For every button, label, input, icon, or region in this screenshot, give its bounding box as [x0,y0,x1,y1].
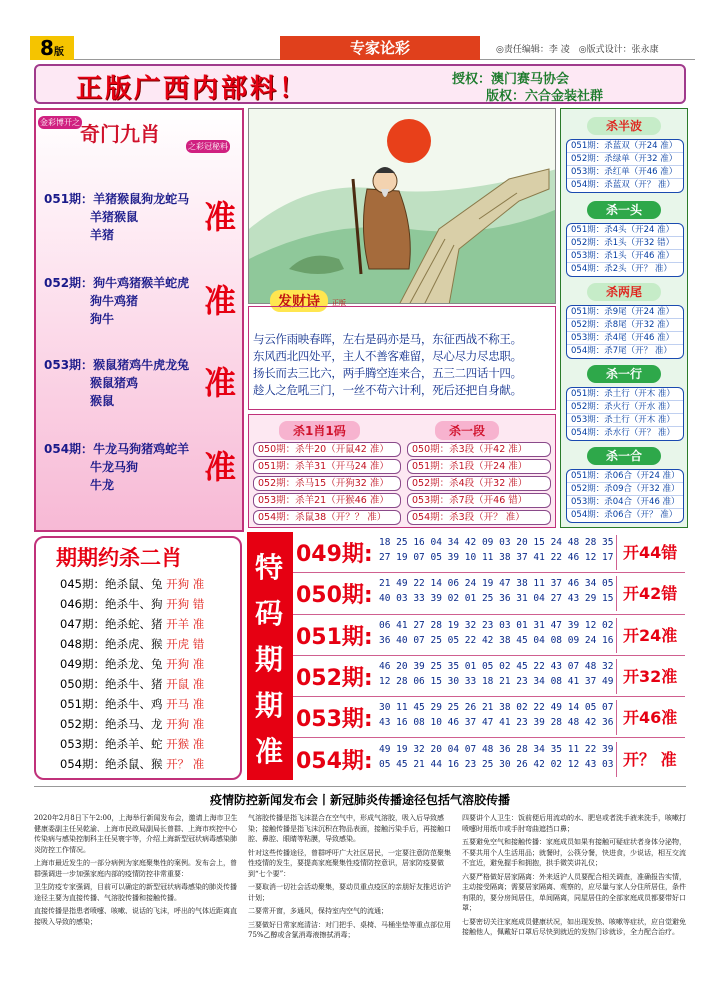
poem-panel [248,306,556,410]
group-row: 052期：杀8尾（开32 准） [567,319,683,332]
group-row: 053期：杀红单（开46 准） [567,166,683,179]
tema-row [293,697,685,738]
news-paragraph: 一要取消一切社会活动聚集，要动员重点疫区的亲朋好友推迟访沪计划； [248,883,451,902]
news-column-2 [248,813,452,944]
qimen-mark: 准 [204,282,237,320]
group-list [566,139,684,193]
erxiao-row [60,716,204,732]
qimen-line: 牛龙马狗猪鸡蛇羊 [93,442,190,456]
poem-line: 扬长而去三比六，两手腾空连来合，五三二四话十四。 [253,366,522,380]
tema-numbers [379,576,617,611]
qimen-tag-left: 金彩博开之 [40,118,80,127]
erxiao-title: 期期约杀二肖 [56,545,182,570]
group-title: 杀半波 [587,117,661,135]
group-title: 杀一行 [587,365,661,383]
news-paragraph: 二要常开窗，多通风，保持室内空气的流通； [248,907,388,915]
erxiao-period: 048期：绝杀虎、猴 [60,637,163,651]
qimen-line: 猴鼠猪鸡 [90,376,139,390]
erxiao-result: 开狗 准 [166,657,205,671]
tema-result: 开46准 [623,708,678,728]
banner-title: 正版广西内部料！ [76,74,309,104]
erxiao-result: 开羊 准 [166,617,205,631]
news-section [34,786,686,1000]
poem-tag-small: 正版 [332,299,346,307]
tema-numbers-line: 30 11 45 29 25 26 21 38 02 22 49 14 05 07 [379,702,614,714]
erxiao-result: 开？ 准 [166,757,205,771]
qimen-period: 051期： [44,192,94,206]
tema-result: 开24准 [623,625,678,645]
qimen-line: 羊猪猴鼠狗龙蛇马 [93,192,190,206]
erxiao-result: 开狗 错 [166,597,205,611]
news-paragraph: 卫生防疫专家强调，目前可以确定的新型冠状病毒感染的肺炎传播途径主要为直接传播、气溶胶传播和接触传播。 [34,883,237,902]
erxiao-row [60,676,204,692]
erxiao-row [60,696,204,712]
tema-period: 051期: [296,624,373,650]
qimen-panel [34,108,244,532]
tema-numbers-line: 36 40 07 25 05 22 42 38 45 04 08 09 24 16 [379,634,614,646]
tema-numbers [379,535,617,570]
tema-period: 053期: [296,707,373,733]
kill-left-title: 杀1肖1码 [279,421,360,440]
news-paragraph: 四要讲个人卫生：饭前便后用流动的水、肥皂或者洗手液来洗手，咳嗽打喷嚏时用纸巾或手肘弯曲遮挡口鼻； [462,814,686,833]
tema-period: 054期: [296,748,373,774]
erxiao-row [60,616,204,632]
group-row: 054期：杀7尾（开？ 准） [571,346,672,356]
qimen-line: 羊猪 [90,228,115,242]
editor-credits: ◎责任编辑：李 凌 ◎版式设计：张永康 [496,45,659,55]
tema-numbers-line: 06 41 27 28 19 32 23 03 01 31 47 39 12 02 [379,619,614,631]
qimen-period: 054期： [44,442,94,456]
tema-title-char: 期 [255,643,284,676]
news-paragraph: 气溶胶传播是指飞沫混合在空气中，形成气溶胶，吸入后导致感染；接触传播是指飞沫沉积在物品表面，接触污染手后，再接触口腔、鼻腔、眼睛等粘膜，导致感染。 [248,814,451,843]
tema-row [293,656,685,697]
tema-numbers [379,618,617,653]
qimen-line: 猴鼠 [90,394,115,408]
news-paragraph: 上海市最近发生的一部分病例为家庭聚集性的案例。发布会上，曾群强调进一步加强家庭内部的疫情防控非常重要： [34,859,237,878]
poem-tag: 发财诗 [270,290,328,312]
group-row: 054期：杀2头（开？ 准） [571,264,672,274]
tema-numbers-line: 27 19 07 05 39 10 11 38 37 41 22 46 12 17 [379,552,614,563]
erxiao-result: 开鼠 准 [166,677,205,691]
tema-numbers-line: 05 45 21 44 16 23 25 30 26 42 02 12 43 03 [379,758,614,770]
right-kill-panel [560,108,688,528]
group-row: 053期：杀04合（开46 准） [567,496,683,509]
group-row: 051期：杀9尾（开24 准） [567,306,683,319]
erxiao-period: 051期：绝杀牛、鸡 [60,697,163,711]
erxiao-result: 开马 准 [166,697,205,711]
news-paragraph: 针对这些传播途径，曾群呼吁广大社区居民，一定要注意防范聚集性疫情的发生，要提高家庭聚集性疫情防控意识，居家防疫要做到“七个要”： [248,848,451,878]
qimen-line: 猴鼠猪鸡牛虎龙兔 [93,358,190,372]
erxiao-row [60,656,204,672]
group-row: 051期：杀蓝双（开24 准） [567,140,683,153]
erxiao-row [60,636,204,652]
tema-numbers-line: 12 28 06 15 30 33 18 21 23 34 08 41 37 49 [379,675,614,687]
erxiao-result: 开虎 错 [166,637,205,651]
qimen-period: 052期： [44,276,94,290]
qimen-line: 狗牛鸡猪 [90,294,139,308]
tema-numbers [379,659,617,694]
erxiao-period: 053期：绝杀羊、蛇 [60,737,163,751]
tema-title-char: 特 [255,551,284,584]
group-list [566,223,684,277]
tema-result: 开32准 [623,666,678,686]
kill-right-row: 053期：杀7段（开46 错） [407,493,551,508]
group-row: 054期：杀06合（开？ 准） [571,510,678,520]
group-row: 053期：杀4尾（开46 准） [567,332,683,345]
kill-right-row: 052期：杀4段（开32 准） [407,476,551,491]
erxiao-row [60,576,204,592]
poem-line: 与云作雨映春晖，左右是码亦是马，东征西战不称王。 [253,332,522,346]
group-row: 054期：杀水行（开？ 准） [571,428,675,438]
erxiao-result: 开狗 准 [166,717,205,731]
tema-period: 052期: [296,665,373,691]
erxiao-period: 049期：绝杀龙、兔 [60,657,163,671]
group-row: 052期：杀火行（开水 准） [567,401,683,414]
qimen-tag-right: 之彩冠秘料 [188,142,228,151]
news-column-3 [462,813,686,941]
erxiao-row [60,596,204,612]
news-paragraph: 六要严格做好居家隔离：外来返沪人员要配合相关调查，准确报告实情，主动接受隔离；需要居家隔离、观察的，应尽量与家人分住所居住，条件有限的，要分房间居住，单间隔离，同屋居住的全部家庭成员都要带好口罩； [462,872,686,912]
group-title: 杀一合 [587,447,661,465]
page-header [30,36,695,60]
group-row: 053期：杀1头（开46 准） [567,250,683,263]
banner-authorization: 授权：澳门赛马协会 [452,72,570,87]
tema-title-char: 期 [255,689,284,722]
qimen-title: 奇门九肖 [80,122,160,146]
erxiao-period: 050期：绝杀牛、猪 [60,677,163,691]
qimen-mark: 准 [204,448,237,486]
erxiao-period: 052期：绝杀马、龙 [60,717,163,731]
group-list [566,387,684,441]
tema-result: 开44错 [623,543,678,562]
kill-right-title: 杀一段 [435,421,499,440]
tema-numbers-line: 49 19 32 20 04 07 48 36 28 34 35 11 22 39 [379,743,614,755]
news-paragraph: 三要做好日常家庭清洁：对门把手、桌椅、马桶坐垫等重点部位用75%乙醇或含氯消毒液擦拭消毒； [248,920,451,939]
kill-right-row: 050期：杀3段（开42 准） [407,442,551,457]
illustration [248,108,556,304]
group-row: 051期：杀土行（开木 准） [567,388,683,401]
kill-left-row: 054期：杀鼠38（开？？ 准） [253,510,401,525]
column-name: 专家论彩 [280,36,480,60]
kill-right-row: 051期：杀1段（开24 准） [407,459,551,474]
tema-result: 开？ 准 [623,749,677,769]
group-row: 052期：杀绿单（开32 准） [567,153,683,166]
qimen-mark: 准 [204,198,237,236]
erxiao-result: 开狗 准 [166,577,205,591]
group-title: 杀一头 [587,201,661,219]
tema-numbers-line: 21 49 22 14 06 24 19 47 38 11 37 46 34 05 [379,578,614,590]
news-column-1 [34,813,238,930]
news-title: 疫情防控新闻发布会丨新冠肺炎传播途径包括气溶胶传播 [209,793,510,807]
qimen-line: 羊猪猴鼠 [90,210,139,224]
erxiao-period: 047期：绝杀蛇、猪 [60,617,163,631]
group-row: 053期：杀土行（开木 准） [567,414,683,427]
group-title: 杀两尾 [587,283,661,301]
poem-line: 趁人之危吼三门，一丝不苟六计利，死后还把自身献。 [253,383,522,397]
tema-numbers-line: 43 16 08 10 46 37 47 41 23 39 28 48 42 36 [379,717,614,729]
kill-right-row: 054期：杀3段（开？ 准） [407,510,551,525]
tema-row [293,615,685,656]
group-row: 051期：杀4头（开24 准） [567,224,683,237]
qimen-period: 053期： [44,358,94,372]
tema-numbers-line: 40 03 33 39 02 01 25 36 31 04 27 43 29 15 [379,593,614,605]
tema-table [293,532,685,780]
kill-left-row: 053期：杀羊21（开猴46 准） [253,493,401,508]
erxiao-row [60,756,204,772]
tema-numbers [379,742,617,777]
news-paragraph: 直接传播是指患者喷嚏、咳嗽、说话的飞沫，呼出的气体近距离直接吸入导致的感染； [34,907,237,926]
tema-period: 049期: [296,542,373,567]
tema-row [293,739,685,780]
group-list [566,469,684,523]
tema-period: 050期: [296,583,373,609]
page-number: 8版 [30,36,74,60]
qimen-line: 牛龙 [90,478,115,492]
title-banner [34,64,686,104]
erxiao-result: 开猴 准 [166,737,205,751]
erxiao-panel [34,536,242,780]
qimen-mark: 准 [204,364,237,402]
erxiao-period: 045期：绝杀鼠、兔 [60,577,163,591]
group-row: 052期：杀09合（开32 准） [567,483,683,496]
qimen-line: 狗牛 [90,312,115,326]
tema-numbers-line: 46 20 39 25 35 01 05 02 45 22 43 07 48 32 [379,660,614,672]
kill-left-row: 050期：杀牛20（开鼠42 准） [253,442,401,457]
tema-row [293,573,685,614]
tema-result: 开42错 [623,584,678,604]
news-paragraph: 五要避免空气和接触传播：家庭成员如果有接触可疑症状者身体分泌物，不要共用个人生活用品；就餐时，公筷分餐，快进食，少说话，相互交流不宜近，避免握手和拥抱，拱手微笑讲礼仪； [462,838,686,867]
news-paragraph: 2020年2月8日下午2:00，上海举行新闻发布会，邀请上海市卫生健康委副主任吴乾渝、上海市民政局副局长曾群、上海市疾控中心传染病与感染控制科主任吴寰宇等，介绍上海新型冠状病毒感染肺炎防控工作情况。 [34,814,238,854]
qimen-line: 牛龙马狗 [90,460,139,474]
group-row: 052期：杀1头（开32 错） [567,237,683,250]
erxiao-row [60,736,204,752]
kill-left-row: 052期：杀马15（开狗32 准） [253,476,401,491]
tema-numbers [379,700,617,735]
erxiao-period: 054期：绝杀鼠、猴 [60,757,163,771]
group-row: 054期：杀蓝双（开？ 准） [571,180,675,190]
qimen-line: 狗牛鸡猪猴羊蛇虎 [93,276,190,290]
poem-line: 东风西北四处平，主人不善客难留，尽心尽力尽忠职。 [253,349,522,363]
group-row: 051期：杀06合（开24 准） [567,470,683,483]
tema-row [293,532,685,573]
kill-panel [248,414,556,528]
sage-on-path-illustration [249,109,556,304]
kill-left-row: 051期：杀羊31（开马24 准） [253,459,401,474]
news-paragraph: 七要密切关注家庭成员健康状况，如出现发热、咳嗽等症状，应自觉避免接触他人，佩戴好口罩后尽快到就近的发热门诊就诊，全力配合治疗。 [462,917,686,936]
group-list [566,305,684,359]
tema-vertical-title [247,532,293,780]
erxiao-period: 046期：绝杀牛、狗 [60,597,163,611]
tema-numbers-line: 18 25 16 04 34 42 09 03 20 15 24 48 28 35 [379,537,614,548]
banner-copyright: 版权：六合金装社群 [486,89,604,104]
tema-title-char: 码 [255,597,284,630]
tema-title-char: 准 [255,735,284,768]
